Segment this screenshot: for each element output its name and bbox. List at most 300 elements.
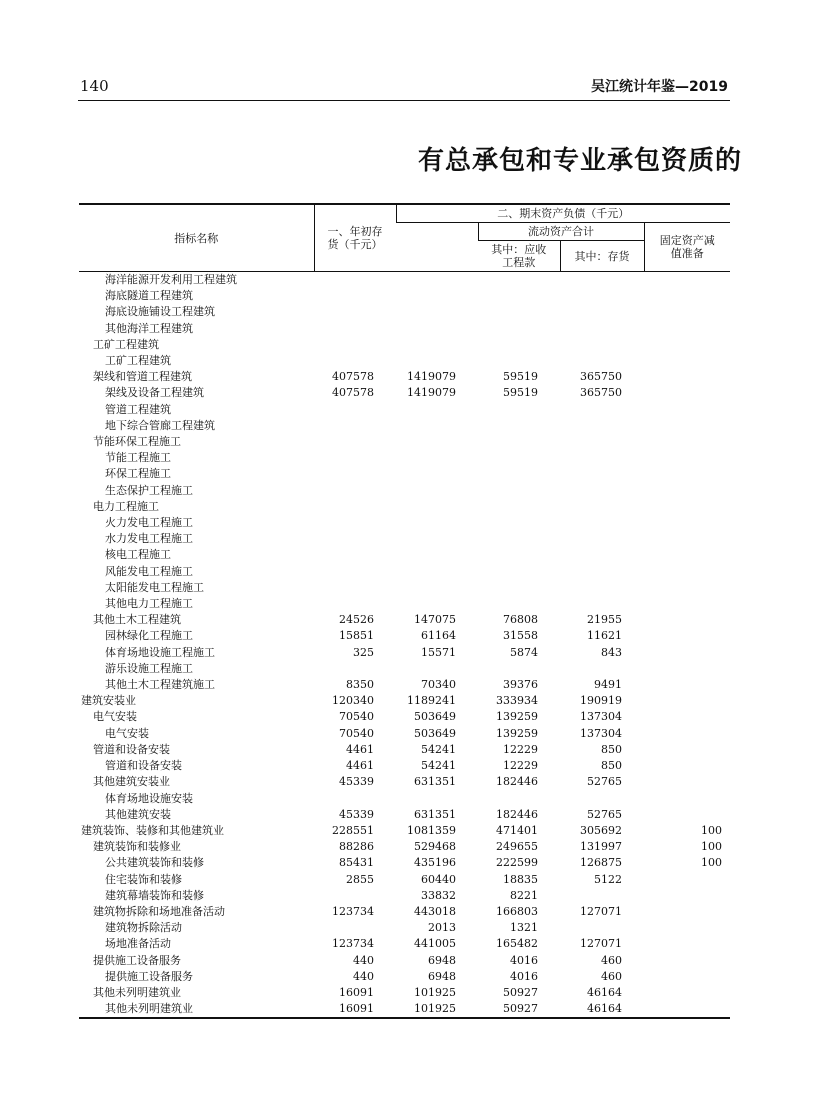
table-row [79,304,730,320]
row-value: 440 [353,969,374,983]
row-value [560,321,644,337]
row-value: 70540 [339,726,374,740]
header-current-assets-blank [396,223,478,272]
row-value: 460 [601,969,622,983]
table-row [79,337,730,353]
row-value [478,288,560,304]
row-value [644,953,730,969]
row-value [560,337,644,353]
row-value [644,726,730,742]
row-value: 76808 [503,613,538,627]
row-value: 126875 [580,856,622,870]
row-label: 游乐设施工程施工 [105,661,193,675]
row-value [644,985,730,1001]
row-value [644,337,730,353]
table-row [79,920,730,936]
table-row [79,872,730,888]
row-value [396,337,478,353]
row-value [644,580,730,596]
row-value [314,547,396,563]
row-value [644,693,730,709]
row-value: 123734 [332,937,374,951]
row-value [560,466,644,482]
row-value [644,628,730,644]
header-impairment: 固定资产减值准备 [644,223,730,272]
row-label: 其他海洋工程建筑 [105,321,193,335]
row-value [478,337,560,353]
row-value: 127071 [580,937,622,951]
row-value [644,645,730,661]
row-value [644,547,730,563]
table-row [79,499,730,515]
row-value: 529468 [414,840,456,854]
row-value [314,596,396,612]
row-value: 222599 [496,856,538,870]
row-label: 风能发电工程施工 [105,564,193,578]
row-label: 太阳能发电工程施工 [105,580,204,594]
table-row [79,791,730,807]
row-value: 503649 [414,726,456,740]
table-row [79,709,730,725]
row-value [314,661,396,677]
table-row [79,466,730,482]
row-value [314,288,396,304]
row-value [314,466,396,482]
row-value [478,791,560,807]
table-row [79,953,730,969]
row-value: 21955 [587,613,622,627]
row-value: 2855 [346,872,374,886]
row-value [644,466,730,482]
table-row [79,288,730,304]
table-body [79,272,730,1019]
row-value: 1321 [510,921,538,935]
row-label: 电气安装 [105,726,149,740]
row-value [478,661,560,677]
row-value: 139259 [496,726,538,740]
row-value: 441005 [414,937,456,951]
row-value [560,450,644,466]
table-row [79,661,730,677]
row-value: 8350 [346,678,374,692]
table-row [79,839,730,855]
row-label: 架线和管道工程建筑 [93,370,192,384]
row-value [644,888,730,904]
header-rule [78,100,730,101]
header-receivables: 其中：应收工程款 [478,241,560,272]
row-value: 6948 [428,969,456,983]
row-value: 6948 [428,953,456,967]
row-value: 333934 [496,694,538,708]
row-value [644,434,730,450]
row-value [644,709,730,725]
row-value [478,515,560,531]
table-row [79,936,730,952]
row-label: 提供施工设备服务 [105,969,193,983]
row-value [560,596,644,612]
table-row [79,353,730,369]
row-label: 其他建筑安装 [105,807,171,821]
row-value [644,904,730,920]
row-value [478,272,560,289]
row-value: 61164 [421,629,456,643]
row-label: 火力发电工程施工 [105,516,193,530]
row-value: 39376 [503,678,538,692]
row-value: 100 [701,840,722,854]
row-value [396,418,478,434]
row-value [644,612,730,628]
row-value [478,596,560,612]
row-value [644,515,730,531]
row-label: 海洋能源开发利用工程建筑 [105,273,237,286]
page-title: 有总承包和专业承包资质的 [417,146,742,176]
row-value: 631351 [414,807,456,821]
row-value [644,969,730,985]
row-value: 46164 [560,1001,644,1018]
row-value [644,321,730,337]
row-value [396,353,478,369]
row-label: 园林绿化工程施工 [105,629,193,643]
row-value [644,272,730,289]
row-value [644,418,730,434]
row-label: 管道和设备安装 [93,742,170,756]
row-value [478,564,560,580]
row-value [396,547,478,563]
row-value: 123734 [332,904,374,918]
row-value [396,288,478,304]
table-row [79,369,730,385]
row-value: 1189241 [407,694,456,708]
row-value [478,304,560,320]
table-row [79,855,730,871]
row-value: 31558 [503,629,538,643]
header-closing-balance-group: 二、期末资产负债（千元） [396,204,730,223]
row-value: 70540 [339,710,374,724]
row-value [396,515,478,531]
table-row [79,904,730,920]
row-value: 101925 [414,985,456,999]
row-value: 50927 [478,1001,560,1018]
row-value [396,596,478,612]
header-indicator: 指标名称 [79,204,314,272]
row-value: 46164 [587,985,622,999]
row-value: 182446 [496,775,538,789]
row-value [314,450,396,466]
row-value [644,369,730,385]
row-label: 体育场地设施工程施工 [105,645,215,659]
row-value [314,888,396,904]
row-value: 101925 [396,1001,478,1018]
row-label: 地下综合管廊工程建筑 [105,418,215,432]
table-row [79,580,730,596]
row-value: 460 [601,953,622,967]
row-value [396,272,478,289]
row-label: 水力发电工程施工 [105,532,193,546]
row-value [478,547,560,563]
row-value: 59519 [503,370,538,384]
row-value: 15851 [339,629,374,643]
row-value: 70340 [421,678,456,692]
row-value [560,272,644,289]
row-label: 管道和设备安装 [105,759,182,773]
table-row [79,969,730,985]
row-value [560,920,644,936]
row-value [560,434,644,450]
row-value [644,288,730,304]
row-value [478,402,560,418]
row-value: 137304 [580,710,622,724]
row-label: 其他建筑安装业 [93,775,170,789]
row-value [644,758,730,774]
row-label: 管道工程建筑 [105,402,171,416]
row-value: 11621 [587,629,622,643]
row-value: 365750 [580,386,622,400]
row-value [560,304,644,320]
row-value [560,418,644,434]
row-value [314,434,396,450]
table-row [79,531,730,547]
table-row [79,564,730,580]
row-value [644,677,730,693]
table-row [79,645,730,661]
row-value [478,531,560,547]
row-value: 9491 [594,678,622,692]
table-row [79,823,730,839]
row-value [644,564,730,580]
row-value: 850 [601,742,622,756]
row-value: 54241 [421,742,456,756]
row-label: 建筑物拆除和场地准备活动 [93,904,225,918]
table-row [79,807,730,823]
row-value [644,499,730,515]
table-row [79,385,730,401]
row-value: 407578 [332,370,374,384]
row-value: 50927 [503,985,538,999]
row-value [396,450,478,466]
table-row [79,483,730,499]
row-value [644,1001,730,1018]
statistics-table [79,203,730,1019]
row-value: 5122 [594,872,622,886]
row-value [560,888,644,904]
row-value: 127071 [580,904,622,918]
row-label: 其他未列明建筑业 [79,1001,314,1018]
table-row [79,888,730,904]
row-value: 2013 [428,921,456,935]
row-value: 85431 [339,856,374,870]
row-value: 52765 [587,807,622,821]
row-value: 8221 [510,888,538,902]
row-value [644,450,730,466]
row-value [644,936,730,952]
table-row [79,1001,730,1018]
row-value [314,402,396,418]
table-row [79,272,730,289]
table-row [79,693,730,709]
row-value [560,564,644,580]
row-value [560,547,644,563]
row-value: 12229 [503,759,538,773]
row-label: 其他电力工程施工 [105,597,193,611]
header-opening-inventory: 一、年初存货（千元） [314,204,396,272]
row-value: 45339 [339,807,374,821]
row-value: 440 [353,953,374,967]
row-value: 16091 [314,1001,396,1018]
row-label: 建筑幕墙装饰和装修 [105,888,204,902]
row-label: 环保工程施工 [105,467,171,481]
table-row [79,612,730,628]
row-value: 1081359 [407,823,456,837]
row-value: 100 [701,856,722,870]
table-row [79,450,730,466]
row-value: 52765 [587,775,622,789]
row-label: 其他土木工程建筑施工 [105,678,215,692]
row-value: 18835 [503,872,538,886]
row-value: 228551 [332,823,374,837]
row-value [644,531,730,547]
row-value [644,483,730,499]
row-value [644,791,730,807]
row-label: 提供施工设备服务 [93,953,181,967]
row-value [396,580,478,596]
row-label: 架线及设备工程建筑 [105,386,204,400]
table-row [79,758,730,774]
row-value: 249655 [496,840,538,854]
table-row [79,985,730,1001]
row-value [396,434,478,450]
row-value: 15571 [421,645,456,659]
row-label: 海底设施铺设工程建筑 [105,305,215,319]
table-row [79,596,730,612]
table-row [79,547,730,563]
row-value: 100 [701,823,722,837]
row-label: 建筑安装业 [81,694,136,708]
row-value [478,434,560,450]
row-label: 建筑装饰和装修业 [93,840,181,854]
row-value: 1419079 [407,386,456,400]
row-value [396,483,478,499]
row-value: 59519 [503,386,538,400]
row-value: 12229 [503,742,538,756]
row-value: 305692 [580,823,622,837]
row-value [396,791,478,807]
row-value: 120340 [332,694,374,708]
row-value: 24526 [339,613,374,627]
row-value: 4016 [510,969,538,983]
row-value [314,499,396,515]
page-number: 140 [80,77,109,95]
row-value [644,774,730,790]
table-row [79,515,730,531]
row-value [314,304,396,320]
row-label: 场地准备活动 [105,937,171,951]
row-label: 生态保护工程施工 [105,483,193,497]
row-value: 165482 [496,937,538,951]
row-value: 407578 [332,386,374,400]
row-value [314,564,396,580]
row-value: 850 [601,759,622,773]
row-value [478,418,560,434]
row-value: 54241 [421,759,456,773]
row-value [560,791,644,807]
row-value [314,515,396,531]
row-value: 147075 [414,613,456,627]
row-value [396,661,478,677]
row-value [560,483,644,499]
table-row [79,774,730,790]
row-label: 其他未列明建筑业 [93,985,181,999]
row-label: 海底隧道工程建筑 [105,289,193,303]
row-value [644,661,730,677]
row-value [396,466,478,482]
row-label: 工矿工程建筑 [93,337,159,351]
row-value: 131997 [580,840,622,854]
row-value [314,321,396,337]
row-value: 365750 [580,370,622,384]
row-value [644,920,730,936]
row-value: 60440 [421,872,456,886]
row-value [314,580,396,596]
table-row [79,726,730,742]
table-row [79,321,730,337]
row-label: 节能工程施工 [105,451,171,465]
row-value: 435196 [414,856,456,870]
row-value [560,661,644,677]
row-value [478,483,560,499]
book-title: 吴江统计年鉴—2019 [591,79,728,95]
row-value [396,564,478,580]
row-label: 住宅装饰和装修 [105,872,182,886]
row-value [314,337,396,353]
row-label: 电气安装 [93,710,137,724]
row-value [644,353,730,369]
row-value: 88286 [339,840,374,854]
row-value [314,272,396,289]
row-value [560,288,644,304]
row-label: 公共建筑装饰和装修 [105,856,204,870]
row-label: 工矿工程建筑 [105,354,171,368]
row-value [560,580,644,596]
row-value [314,418,396,434]
row-value: 471401 [496,823,538,837]
row-value [644,596,730,612]
row-value [314,483,396,499]
row-value [478,353,560,369]
row-value [644,872,730,888]
row-label: 其他土木工程建筑 [93,613,181,627]
row-value [644,402,730,418]
row-value [396,499,478,515]
row-value [314,920,396,936]
row-value [560,353,644,369]
statistics-table-container [79,203,730,1019]
table-row [79,628,730,644]
table-row [79,418,730,434]
row-value: 4461 [346,742,374,756]
row-value: 45339 [339,775,374,789]
table-row [79,677,730,693]
table-row [79,742,730,758]
row-label: 体育场地设施安装 [105,791,193,805]
row-label: 电力工程施工 [93,499,159,513]
table-row [79,402,730,418]
row-value: 4016 [510,953,538,967]
table-row [79,434,730,450]
row-value: 182446 [496,807,538,821]
row-value [478,499,560,515]
row-value [644,385,730,401]
row-value [396,304,478,320]
